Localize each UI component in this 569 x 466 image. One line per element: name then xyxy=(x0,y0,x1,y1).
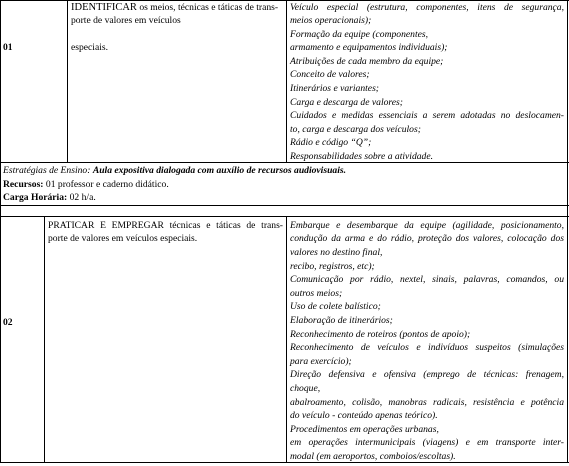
unit2-content-line: Uso de colete balístico; xyxy=(290,301,381,312)
unit2-content-line: Reconhecimento de roteiros (pontos de apoio); xyxy=(290,329,471,340)
table-left-border xyxy=(0,0,1,463)
unit1-content-line: Rádio e código “Q”; xyxy=(290,137,372,148)
unit2-objective-line: porte de valores em veículos especiais. xyxy=(48,233,198,244)
unit1-row-bottom-border xyxy=(0,162,569,163)
info-row-bottom-border xyxy=(0,205,569,206)
unit1-content-divider xyxy=(286,0,287,162)
unit1-number: 01 xyxy=(3,42,13,53)
unit1-content-line: Formação da equipe (componentes, xyxy=(290,29,429,40)
resources xyxy=(3,178,169,191)
unit2-content-line: do veículo - conteúdo apenas teórico). xyxy=(290,410,438,421)
unit1-content-line: Cuidados e medidas essenciais a serem adotadas no deslocamen- xyxy=(290,110,564,121)
unit2-content-line: Direção defensiva e ofensiva (emprego de técnicas: frenagem, xyxy=(290,369,564,380)
unit1-content-line: Responsabilidades sobre a atividade. xyxy=(290,151,434,162)
unit2-number: 02 xyxy=(3,317,13,328)
workload xyxy=(3,191,96,204)
unit2-content-line: Procedimentos em operações urbanas, xyxy=(290,424,439,435)
unit1-content-line: Veículo especial (estrutura, componentes, itens de segurança, xyxy=(290,2,564,13)
unit2-content-line: abalroamento, colisão, manobras radicais, resistência e potência xyxy=(290,397,564,408)
workload-label: Carga Horária: xyxy=(3,192,68,203)
unit2-number-divider xyxy=(44,216,45,463)
unit1-content-line: Itinerários e variantes; xyxy=(290,83,379,94)
unit1-number-divider xyxy=(67,0,68,162)
spacer-row-bottom-border xyxy=(0,216,569,217)
unit2-content-line: Comunicação por rádio, nextel, sinais, palavras, comandos, ou xyxy=(290,274,564,285)
unit2-content-line: Elaboração de itinerários; xyxy=(290,315,393,326)
unit1-content-line: Carga e descarga de valores; xyxy=(290,97,403,108)
unit2-content-line: recibo, registros, etc); xyxy=(290,261,375,272)
unit1-content-line: meios operacionais); xyxy=(290,15,372,26)
table-right-border xyxy=(567,0,568,463)
unit2-content-line: valores no destino final, xyxy=(290,247,383,258)
unit2-content-line: outros meios; xyxy=(290,288,343,299)
unit1-objective-verb: IDENTIFICAR xyxy=(71,2,137,13)
unit2-row-bottom-border xyxy=(0,462,569,463)
strategies-label: Estratégias de Ensino: xyxy=(3,165,91,176)
unit2-content-divider xyxy=(286,216,287,463)
unit2-content-line: modal (em aeroportos, comboios/escoltas). xyxy=(290,451,456,462)
unit1-content-line: Atribuições de cada membro da equipe; xyxy=(290,56,444,67)
strategies-value: Aula expositiva dialogada com auxílio de recursos audiovisuais. xyxy=(92,165,346,176)
unit2-objective-line: PRATICAR E EMPREGAR técnicas e táticas de trans- xyxy=(48,220,283,231)
teaching-strategies xyxy=(3,164,346,177)
resources-value: 01 professor e caderno didático. xyxy=(45,179,169,190)
unit1-content-line: armamento e equipamentos individuais); xyxy=(290,42,448,53)
unit1-objective-line: IDENTIFICAR os meios, técnicas e táticas de trans- xyxy=(71,2,279,13)
unit1-objective-line: especiais. xyxy=(71,42,109,53)
unit2-objective-verb: PRATICAR E EMPREGAR xyxy=(48,220,164,231)
resources-label: Recursos: xyxy=(3,179,44,190)
unit1-content-line: Conceito de valores; xyxy=(290,69,370,80)
unit2-content-line: para exercício); xyxy=(290,356,352,367)
unit1-objective-line: porte de valores em veículos xyxy=(71,15,181,26)
unit2-content-line: Reconhecimento de veículos e indivíduos suspeitos (simulações xyxy=(290,342,564,353)
unit2-content-line: choque, xyxy=(290,383,321,394)
unit2-content-line: Embarque e desembarque da equipe (agilidade, posicionamento, xyxy=(290,220,564,231)
workload-value: 02 h/a. xyxy=(69,192,96,203)
unit1-content-line: to, carga e descarga dos veículos; xyxy=(290,124,421,135)
unit2-content-line: em operações intermunicipais (viagens) e em transporte inter- xyxy=(290,437,564,448)
unit2-content-line: condução da arma e do rádio, proteção dos valores, colocação dos xyxy=(290,233,564,244)
